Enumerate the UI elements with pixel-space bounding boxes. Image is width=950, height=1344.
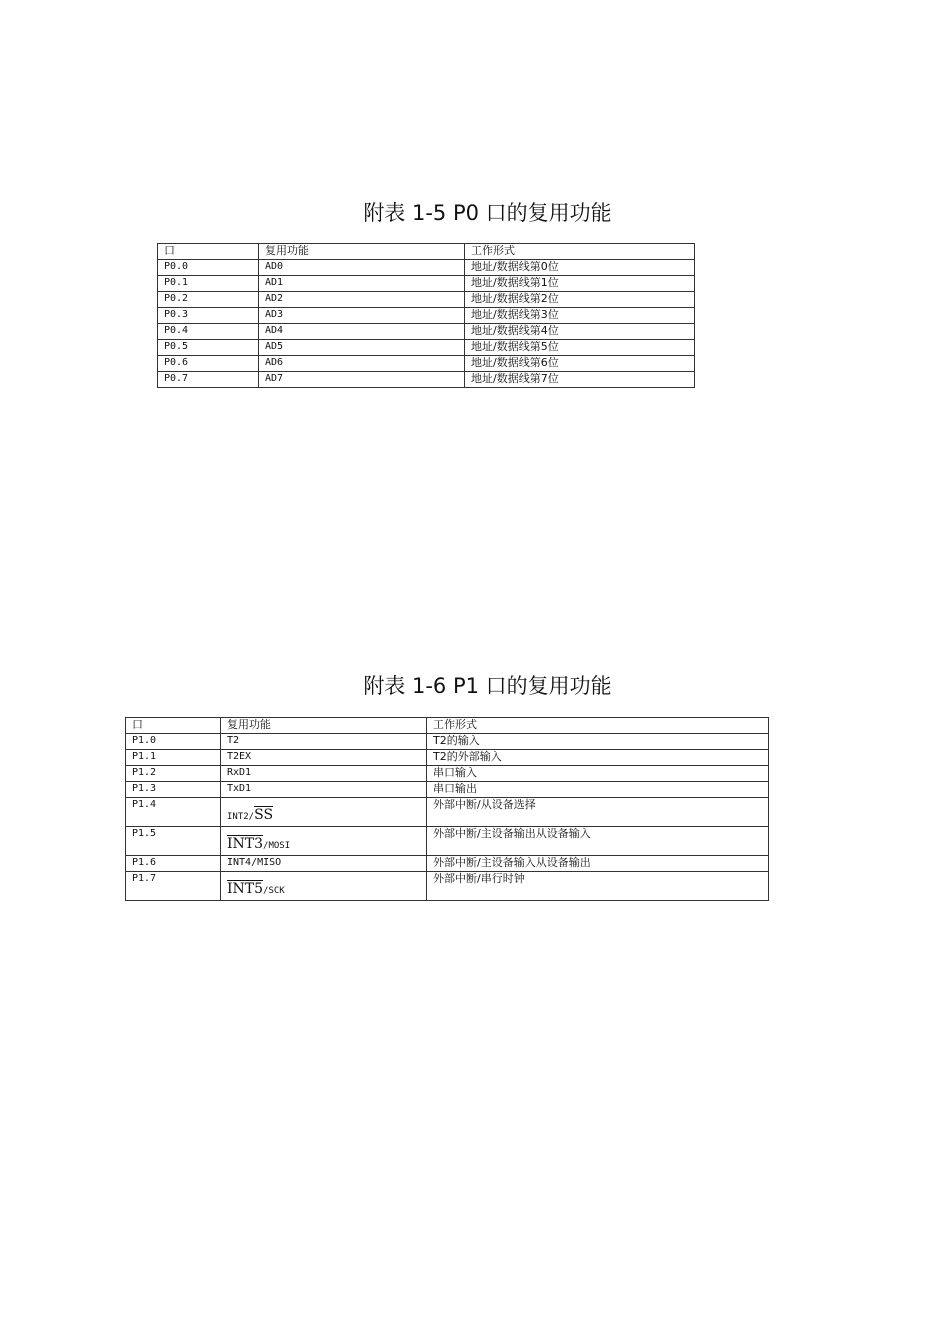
mode-cell: 串口输入 xyxy=(427,766,769,782)
mode-cell: 外部中断/主设备输入从设备输出 xyxy=(427,856,769,872)
table-caption: 附表 1-6 P1 口的复用功能 xyxy=(363,674,612,698)
table-row xyxy=(158,340,695,356)
table-row xyxy=(126,750,769,766)
mode-cell: 地址/数据线第3位 xyxy=(465,308,695,324)
function-cell: T2EX xyxy=(221,750,427,766)
table-row xyxy=(126,766,769,782)
function-cell: T2 xyxy=(221,734,427,750)
port-cell: P0.6 xyxy=(158,356,259,372)
table-row xyxy=(126,734,769,750)
mode-cell: 地址/数据线第2位 xyxy=(465,292,695,308)
table-row xyxy=(126,827,769,856)
port-cell: P0.3 xyxy=(158,308,259,324)
function-cell: RxD1 xyxy=(221,766,427,782)
p0-function-table xyxy=(157,243,695,388)
column-header: 复用功能 xyxy=(259,244,465,260)
table-row xyxy=(126,798,769,827)
function-cell xyxy=(221,798,427,827)
column-header: 工作形式 xyxy=(427,718,769,734)
mode-cell: 串口输出 xyxy=(427,782,769,798)
table-row xyxy=(126,782,769,798)
mode-cell: 外部中断/串行时钟 xyxy=(427,872,769,901)
table-row xyxy=(158,276,695,292)
function-cell: AD7 xyxy=(259,372,465,388)
table-row xyxy=(158,324,695,340)
port-cell: P1.5 xyxy=(126,827,221,856)
table-header-row xyxy=(158,244,695,260)
overlined-signal: INT3 xyxy=(227,836,264,852)
mode-cell: 地址/数据线第6位 xyxy=(465,356,695,372)
table-row xyxy=(158,260,695,276)
overlined-signal: INT5 xyxy=(227,881,264,897)
port-cell: P1.2 xyxy=(126,766,221,782)
function-cell: AD3 xyxy=(259,308,465,324)
port-cell: P1.6 xyxy=(126,856,221,872)
table-row xyxy=(158,356,695,372)
port-cell: P1.4 xyxy=(126,798,221,827)
function-text: INT2/ xyxy=(227,812,255,822)
function-cell: TxD1 xyxy=(221,782,427,798)
port-cell: P1.0 xyxy=(126,734,221,750)
function-cell: AD4 xyxy=(259,324,465,340)
table-header-row xyxy=(126,718,769,734)
function-text: /SCK xyxy=(263,886,285,896)
port-cell: P1.7 xyxy=(126,872,221,901)
table-row xyxy=(126,872,769,901)
port-cell: P0.2 xyxy=(158,292,259,308)
table-row xyxy=(158,308,695,324)
mode-cell: 地址/数据线第1位 xyxy=(465,276,695,292)
column-header: 工作形式 xyxy=(465,244,695,260)
column-header: 复用功能 xyxy=(221,718,427,734)
port-cell: P0.7 xyxy=(158,372,259,388)
mode-cell: 地址/数据线第5位 xyxy=(465,340,695,356)
port-cell: P1.3 xyxy=(126,782,221,798)
mode-cell: 外部中断/从设备选择 xyxy=(427,798,769,827)
mode-cell: T2的外部输入 xyxy=(427,750,769,766)
mode-cell: 地址/数据线第0位 xyxy=(465,260,695,276)
table-row xyxy=(158,292,695,308)
function-cell xyxy=(221,872,427,901)
function-cell: AD2 xyxy=(259,292,465,308)
port-cell: P1.1 xyxy=(126,750,221,766)
overlined-signal: $\overline{SS}$ xyxy=(254,807,274,823)
table-row xyxy=(158,372,695,388)
function-cell xyxy=(221,827,427,856)
port-cell: P0.5 xyxy=(158,340,259,356)
port-cell: P0.0 xyxy=(158,260,259,276)
mode-cell: 外部中断/主设备输出从设备输入 xyxy=(427,827,769,856)
function-cell: AD5 xyxy=(259,340,465,356)
table-row xyxy=(126,856,769,872)
function-cell: INT4/MISO xyxy=(221,856,427,872)
mode-cell: T2的输入 xyxy=(427,734,769,750)
column-header: 口 xyxy=(126,718,221,734)
function-cell: AD1 xyxy=(259,276,465,292)
column-header: 口 xyxy=(158,244,259,260)
port-cell: P0.4 xyxy=(158,324,259,340)
function-cell: AD6 xyxy=(259,356,465,372)
table-caption: 附表 1-5 P0 口的复用功能 xyxy=(363,201,612,225)
mode-cell: 地址/数据线第4位 xyxy=(465,324,695,340)
p1-function-table xyxy=(125,717,769,901)
mode-cell: 地址/数据线第7位 xyxy=(465,372,695,388)
port-cell: P0.1 xyxy=(158,276,259,292)
function-cell: AD0 xyxy=(259,260,465,276)
function-text: /MOSI xyxy=(263,841,291,851)
